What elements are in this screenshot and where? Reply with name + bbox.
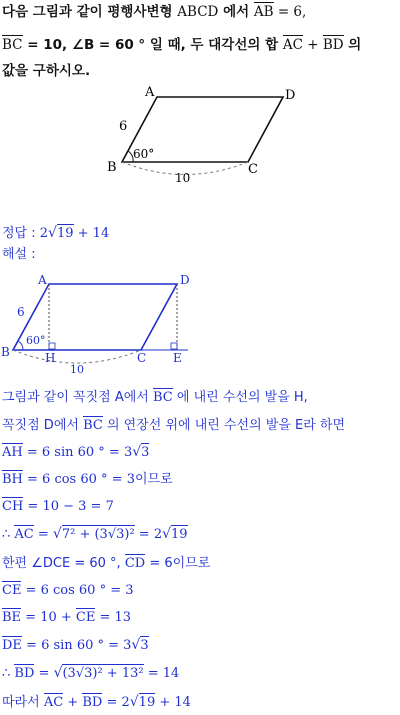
vertex-d: D [180,273,190,287]
vertex-b: B [1,345,10,359]
step-ah: AH = 6 sin 60 ° = 3√3 [2,444,150,460]
angle-b-label: 60° [26,334,46,347]
question-line-2: BC = 10, ∠B = 60 ° 일 때, 두 대각선의 합 AC + BD 의 [2,37,362,53]
step-dce: 한편 ∠DCE = 60 °, CD = 6이므로 [2,556,211,571]
vertex-c: C [248,162,258,177]
step-bd: ∴ BD = √(3√3)² + 13² = 14 [2,665,180,681]
parallelogram-figure [95,82,310,187]
step-be: BE = 10 + CE = 13 [2,610,132,625]
step-de: DE = 6 sin 60 ° = 3√3 [2,637,149,653]
step-ch: CH = 10 − 3 = 7 [2,499,114,514]
question-line-1: 다음 그림과 같이 평행사변형 ABCD 에서 AB = 6, [2,4,307,20]
step-final: 따라서 AC + BD = 2√19 + 14 [2,694,191,710]
vertex-a: A [145,85,155,100]
base-bc-label: 10 [70,363,84,376]
foot-e: E [173,351,182,365]
base-bc-label: 10 [175,171,191,185]
step-ce: CE = 6 cos 60 ° = 3 [2,583,134,598]
side-ab-label: 6 [119,119,128,134]
solution-label: 해설 : [2,247,36,262]
vertex-b: B [107,160,117,175]
side-ab-label: 6 [17,305,25,319]
vertex-d: D [285,88,296,103]
vertex-c: C [137,351,147,365]
solution-figure [0,272,200,378]
step-2: 꼭짓점 D에서 BC 의 연장선 위에 내린 수선의 발을 E라 하면 [2,418,346,433]
step-1: 그림과 같이 꼭짓점 A에서 BC 에 내린 수선의 발을 H, [2,390,308,405]
answer-line: 정답 : 2√19 + 14 [2,225,110,241]
angle-b-label: 60° [133,147,155,161]
step-ac: ∴ AC = √7² + (3√3)² = 2√19 [2,526,188,542]
vertex-a: A [38,273,47,287]
step-bh: BH = 6 cos 60 ° = 3이므로 [2,472,173,487]
question-line-3: 값을 구하시오. [2,63,91,79]
foot-h: H [45,351,56,365]
